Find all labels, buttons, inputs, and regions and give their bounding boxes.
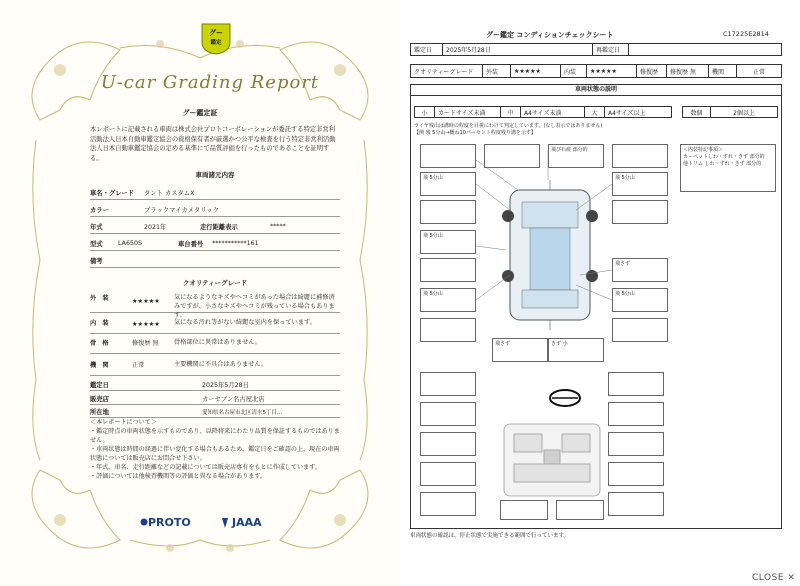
interior-seat-plan (500, 420, 604, 500)
notes (90, 418, 340, 481)
repair-value: 修復歴 無 (667, 65, 709, 77)
vehicle-section-heading: 車両諸元内容 (195, 171, 235, 179)
interior-desc: 気になる汚れ等がない綺麗な室内を保っています。 (174, 319, 316, 326)
sheet-date-value: 2025年5月28日 (443, 44, 593, 55)
year-label: 年式 (90, 224, 103, 231)
note-line: ・車両状態は時間の経過に伴い変化する場合もあるため、鑑定日をご確認の上、現在の車両状態については販売店にお問合せ下さい。 (90, 446, 340, 462)
footer-logos (140, 512, 300, 532)
date-value: 2025年5月28日 (202, 381, 249, 389)
proto-logo: PROTO (148, 516, 191, 529)
interior-notes-box (680, 144, 776, 192)
address-value: 愛知県名古屋市北区清水5丁目... (202, 409, 283, 416)
date-label: 鑑定日 (90, 381, 109, 389)
interior-note-1: カーペットしわ・すれ・きず 部分的 (683, 154, 765, 160)
int-label: 内装 (561, 65, 587, 77)
mileage-label: 走行距離表示 (200, 224, 238, 231)
sheet-date-row (410, 43, 782, 56)
jaaa-logo: JAAA (232, 516, 262, 529)
interior-notes-title: ＜内装特記事項＞ (683, 147, 724, 153)
interior-box (420, 432, 476, 456)
sheet-reg-value (629, 44, 781, 55)
goo-logo (198, 20, 234, 56)
damage-box (420, 258, 476, 282)
sheet-id: C17225E2814 (723, 30, 769, 38)
connector-lines (476, 150, 616, 350)
frame-mid: 修復歴 無 (132, 340, 159, 347)
size-small: 小 (415, 107, 435, 117)
engine-desc: 主要機関に不具合はありません。 (174, 361, 268, 368)
ext-stars: ★★★★★ (511, 65, 561, 77)
interior-box (420, 402, 476, 426)
report-title: U-car Grading Report (100, 72, 320, 93)
jaaa-logo-icon (220, 516, 230, 530)
size-large-desc: A4サイズ以上 (608, 109, 646, 117)
engine-label: 機関 (709, 65, 737, 77)
ext-label: 外装 (483, 65, 511, 77)
frame-desc: 骨格部位に異常はありません。 (174, 339, 261, 346)
interior-box (556, 500, 604, 520)
engine-mid: 正常 (132, 362, 145, 369)
row-remark (90, 254, 340, 268)
quality-interior (90, 318, 340, 334)
sheet-date-label: 鑑定日 (411, 44, 443, 55)
exterior-desc: 気になるようなキズやヘコミがあった場合は綺麗に補修済みですが、小さなキズやヘコミが残っている場合もあります。 (174, 294, 335, 319)
color-value: ブラックマイカメタリック (144, 207, 219, 214)
size-large: 大 (585, 107, 605, 117)
damage-box-fr: 飛 5分山 (612, 172, 668, 196)
mileage-value: ***** (270, 223, 286, 230)
row-name (90, 186, 340, 200)
exterior-stars: ★★★★★ (132, 298, 160, 305)
tire-note: ライヤ残山は溝時の程度を目視にわけて判定しています。(なし表示ではありません) (414, 123, 603, 129)
interior-box (608, 462, 664, 486)
count-label: 数個 (683, 107, 711, 117)
damage-box (612, 144, 668, 168)
certificate-heading: グー鑑定証 (182, 109, 218, 117)
engine-label: 機 関 (90, 362, 109, 369)
interior-box (608, 492, 664, 516)
note-line: ・評価については他検査機関等の評価と異なる場合があります。 (90, 473, 267, 480)
damage-box-rr: 飛 5分山 (612, 288, 668, 312)
interior-box (420, 372, 476, 396)
damage-box (420, 144, 476, 168)
row-address (90, 406, 340, 418)
proto-logo-icon (140, 518, 148, 526)
damage-box (612, 318, 668, 342)
row-model (90, 237, 340, 251)
row-shop (90, 392, 340, 405)
name-label: 車名・グレード (90, 190, 135, 197)
diagram-title: 車両状態の説明 (410, 84, 782, 96)
row-color (90, 203, 340, 217)
close-button[interactable]: CLOSE ✕ (752, 573, 796, 583)
sheet-grade-row (410, 64, 782, 78)
name-value: タント カスタムX (144, 190, 195, 197)
quality-exterior (90, 293, 340, 319)
quality-engine (90, 360, 340, 376)
interior-box (500, 500, 548, 520)
damage-box-rear-l: 飛さず (492, 338, 548, 362)
color-label: カラー (90, 207, 109, 214)
interior-label: 内 装 (90, 320, 109, 327)
size-legend (414, 106, 672, 118)
note-line: ・年式、車名、走行距離などの記載については販売店専有をもとに作成しています。 (90, 464, 321, 471)
row-date (90, 378, 340, 391)
damage-box-rl: 飛 5分山 (420, 288, 476, 312)
interior-note-2: 他トリム しわ・すれ・きず 部分的 (683, 161, 762, 167)
model-label: 型式 (90, 241, 103, 248)
model-value: LA650S (118, 240, 142, 247)
damage-box-front: 飛び石痕 部分的 (548, 144, 604, 168)
damage-box (420, 318, 476, 342)
interior-stars: ★★★★★ (132, 321, 160, 328)
sheet-reg-label: 再鑑定日 (593, 44, 629, 55)
quality-frame (90, 338, 340, 354)
exterior-label: 外 装 (90, 295, 109, 302)
remark-label: 備考 (90, 258, 103, 265)
interior-box (608, 432, 664, 456)
repair-label: 修復歴 (637, 65, 667, 77)
tire-note-example: 【例 残 5分山→概ね10パーセント程度残り溝を示す】 (414, 130, 536, 136)
engine-value: 正常 (752, 68, 765, 76)
sheet-title: グー鑑定 コンディションチェックシート (486, 31, 614, 39)
logo-text-top: グー (209, 29, 223, 37)
shop-value: カーセブン名古屋北店 (202, 395, 265, 403)
chassis-value: ***********161 (212, 240, 259, 247)
quality-section-heading: クオリティーグレード (182, 279, 248, 287)
damage-box-right: 飛さず (612, 258, 668, 282)
shop-label: 販売店 (90, 395, 109, 403)
damage-box-left: 飛 5分山 (420, 230, 476, 254)
size-mid: 中 (501, 107, 521, 117)
interior-box (420, 462, 476, 486)
damage-box-fl: 飛 5分山 (420, 172, 476, 196)
row-year (90, 220, 340, 234)
intro-text: 本レポートに記載される車両は株式会社プロトコーポレーションが委託する特定非営利活動法人日本自動車鑑定協会の資格保有者が厳選かつ公平な検査を行う特定非営利活動法人日本自動車鑑定協会の定める基準にて品質評価を行ったものであることを証明する。 (90, 126, 336, 162)
damage-box-rear-r: きず 小 (548, 338, 604, 362)
note-line: ・鑑定時点の車両状態を示すものであり、以降将来にわたり品質を保証するものではありません。 (90, 428, 340, 444)
steering-wheel-icon (548, 388, 582, 408)
interior-box (420, 492, 476, 516)
size-mid-desc: A4サイズ未満 (521, 107, 585, 117)
grade-label: クオリティーグレード (411, 65, 483, 77)
frame-label: 骨 格 (90, 340, 109, 347)
int-stars: ★★★★★ (587, 65, 637, 77)
size-small-desc: カードサイズ未満 (435, 107, 501, 117)
sheet-footer: 車両状態の確認は、停止状態で実施できる範囲で行っています。 (410, 533, 570, 539)
note-line: ＜本レポートについて＞ (90, 419, 157, 426)
interior-box (608, 402, 664, 426)
interior-box (608, 372, 664, 396)
count-value: 2個以上 (733, 109, 755, 117)
count-legend (682, 106, 778, 118)
chassis-label: 車台番号 (178, 241, 204, 248)
damage-box (612, 200, 668, 224)
year-value: 2021年 (144, 224, 167, 231)
logo-text-bottom: 鑑定 (210, 40, 222, 46)
address-label: 所在地 (90, 409, 109, 416)
damage-box (420, 200, 476, 224)
